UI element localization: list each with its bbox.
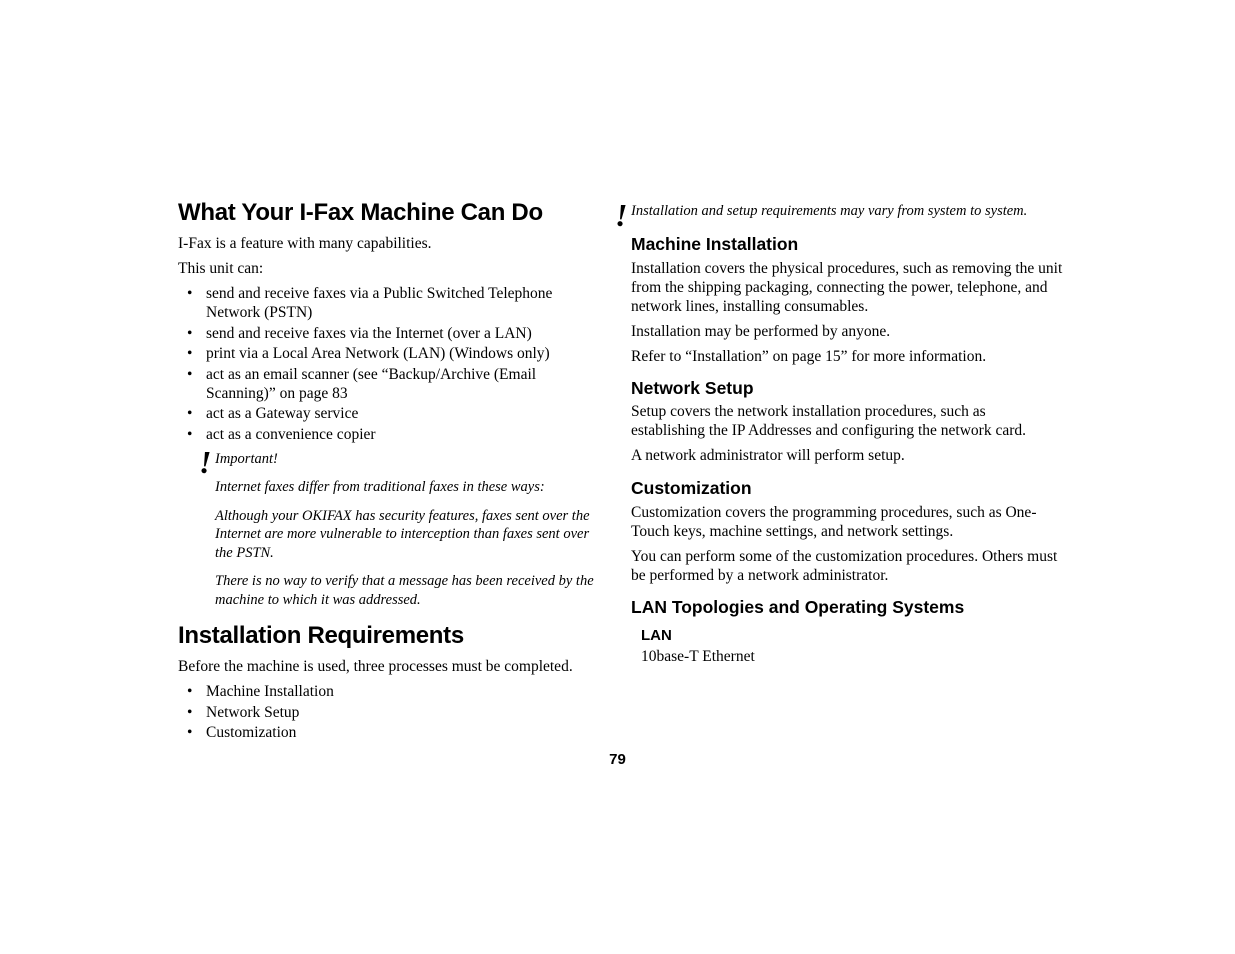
heading-what-your-ifax-can-do: What Your I-Fax Machine Can Do xyxy=(178,199,543,226)
right-column xyxy=(615,197,1063,666)
machine-installation-p3: Refer to “Installation” on page 15” for more information. xyxy=(631,348,987,365)
system-note-text: Installation and setup requirements may vary from system to system. xyxy=(631,203,1028,219)
bullet-icon: • xyxy=(187,425,193,443)
bullet-icon: • xyxy=(187,345,193,362)
exclamation-icon: ! xyxy=(199,443,212,480)
list-item: • print via a Local Area Network (LAN) (Windows only) xyxy=(187,345,550,362)
bullet-icon: • xyxy=(187,365,193,383)
list-item: • Customization xyxy=(187,724,297,741)
list-item: • Network Setup xyxy=(187,703,300,721)
customization-p2: You can perform some of the customization procedures. Others must be performed by a network administrator. xyxy=(631,548,1058,584)
customization-p1: Customization covers the programming procedures, such as One-Touch keys, machine settings, and network settings. xyxy=(631,504,1037,540)
heading-network-setup: Network Setup xyxy=(631,378,754,398)
list-item: • act as a convenience copier xyxy=(187,425,376,443)
network-setup-p2: A network administrator will perform setup. xyxy=(631,447,905,464)
important-note xyxy=(178,443,608,610)
bullet-icon: • xyxy=(187,285,193,302)
unit-can-text: This unit can: xyxy=(178,260,264,277)
processes-list xyxy=(178,682,608,742)
heading-lan-topologies: LAN Topologies and Operating Systems xyxy=(631,597,965,617)
bullet-icon: • xyxy=(187,405,193,422)
list-item: • act as a Gateway service xyxy=(187,405,359,422)
network-setup-p1: Setup covers the network installation procedures, such as establishing the IP Addresses and configuring the network card. xyxy=(631,403,1027,439)
intro-text: I-Fax is a feature with many capabilities. xyxy=(178,235,432,252)
important-line-2: Although your OKIFAX has security features, faxes sent over the Internet are more vulnerable to interception than faxes sent over the PSTN. xyxy=(215,507,590,561)
important-line-1: Internet faxes differ from traditional faxes in these ways: xyxy=(215,479,545,495)
list-item: • send and receive faxes via the Internet (over a LAN) xyxy=(187,324,532,342)
subheading-lan: LAN xyxy=(641,627,672,644)
heading-installation-requirements: Installation Requirements xyxy=(178,622,464,649)
machine-installation-p2: Installation may be performed by anyone. xyxy=(631,323,891,340)
capabilities-list xyxy=(178,284,608,444)
list-item: • Machine Installation xyxy=(187,683,334,700)
page-number: 79 xyxy=(609,751,626,768)
bullet-icon: • xyxy=(187,324,193,342)
bullet-icon: • xyxy=(187,683,193,700)
install-intro-text: Before the machine is used, three processes must be completed. xyxy=(178,658,573,675)
list-item: • send and receive faxes via a Public Switched Telephone Network (PSTN) xyxy=(187,285,553,321)
list-item: • act as an email scanner (see “Backup/Archive (Email Scanning)” on page 83 xyxy=(187,365,537,402)
machine-installation-p1: Installation covers the physical procedures, such as removing the unit from the shipping packaging, connecting the power, telephone, and network lines, installing consumables. xyxy=(631,260,1063,315)
important-label: Important! xyxy=(215,450,278,467)
system-note xyxy=(594,197,1063,233)
bullet-icon: • xyxy=(187,724,193,741)
heading-machine-installation: Machine Installation xyxy=(631,234,799,254)
important-line-3: There is no way to verify that a message has been received by the machine to which it was addressed. xyxy=(215,573,594,608)
heading-customization: Customization xyxy=(631,478,752,498)
bullet-icon: • xyxy=(187,703,193,721)
exclamation-icon: ! xyxy=(615,197,628,233)
left-column xyxy=(178,198,608,744)
lan-text: 10base-T Ethernet xyxy=(641,648,755,665)
